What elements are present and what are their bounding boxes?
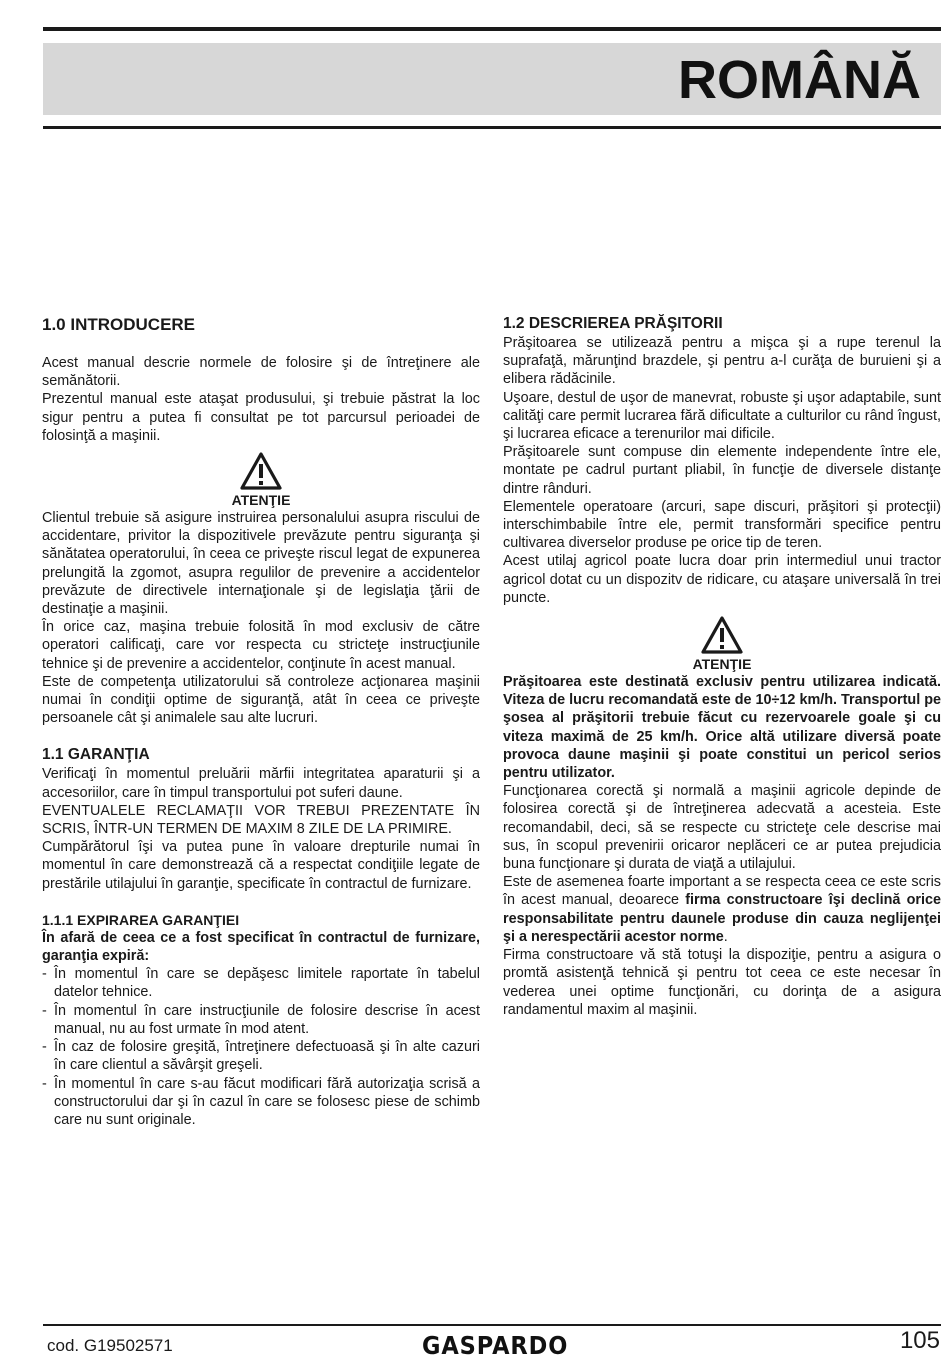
responsabilitate-text-bold: firma constructoare îşi declină orice responsabilitate pentru daunele produse din cauza neglijenţei şi a nerespectării acestor norme (503, 892, 941, 945)
warning-triangle-icon (239, 451, 283, 491)
responsabilitate-text-c: . (723, 928, 728, 945)
garantia-paragraph-3: Cumpărătorul îşi va putea pune în valoare drepturile numai în momentul în care demonstrează că a respectat condiţiile legate de prestările utilajului în garanţie, specificate în contractul de furnizare. (42, 839, 480, 892)
warning-label: ATENŢIE (692, 656, 752, 673)
warning-paragraph-2: În orice caz, maşina trebuie folosită în mod exclusiv de către operatori calificaţi, care vor respecta cu stricteţe instrucţiunile tehnice şi de prevenire a accidentelor, conţinute în acest manual. (42, 619, 480, 672)
functionare-paragraph: Funcţionarea corectă şi normală a maşinii agricole depinde de folosirea corectă şi de întreţinerea adecvată a acesteia. Este recomandabil, deci, să se respecte cu stricteţe cele descrise mai sus, în scopul prevenirii oricaror neplăceri ce ar putea prejudicia buna funcţionare şi durata de viaţă a utilajului. (503, 783, 941, 873)
expirare-list (42, 965, 480, 1129)
intro-paragraph-1: Acest manual descrie normele de folosire şi de întreţinere ale semănătorii. (42, 355, 480, 390)
left-column (42, 314, 480, 1129)
warning-triangle-icon (700, 615, 744, 655)
language-banner (43, 43, 941, 115)
page-title: ROMÂNĂ (678, 50, 921, 110)
garantia-paragraph-1: Verificaţi în momentul preluării mărfii integritatea aparaturii şi a accesoriilor, care în timpul transportului pot suferi daune. (42, 766, 480, 801)
responsabilitate-paragraph (503, 873, 941, 946)
heading-introducere: 1.0 INTRODUCERE (42, 315, 196, 334)
warning-paragraph-1: Clientul trebuie să asigure instruirea personalului asupra riscului de accidentare, privitor la dispozitivele prevăzute pentru siguranţa şi sănătatea operatorului, în ceea ce priveşte riscul legat de expunerea prelungită la zgomot, asupra regulilor de prevenire a accidentelor prevăzute de directivele internaţionale şi de legislaţia ţării de destinaţie a maşinii. (42, 510, 480, 618)
heading-expirarea-garantiei: 1.1.1 EXPIRAREA GARANŢIEI (42, 911, 240, 928)
expirare-lead: În afară de ceea ce a fost specificat în contractul de furnizare, garanţia expiră: (42, 929, 480, 965)
garantia-paragraph-2: EVENTUALELE RECLAMAŢII VOR TREBUI PREZENTATE ÎN SCRIS, ÎNTR-UN TERMEN DE MAXIM 8 ZILE DE LA PRIMIRE. (42, 802, 480, 838)
asistenta-paragraph: Firma constructoare vă stă totuşi la dispoziţie, pentru a asigura o promtă asistenţă tehnică şi pentru tot ceea ce este necesar în vederea unei optime funcţionări, cu dorinţa de a asigura randamentul maxim al maşinii. (503, 947, 941, 1018)
right-column (503, 314, 941, 1019)
intro-paragraph-2: Prezentul manual este ataşat produsului, şi trebuie păstrat la loc sigur pentru a putea fi consultat pe tot parcursul perioadei de folosinţă a maşinii. (42, 391, 480, 444)
page-number: 105 (899, 1327, 940, 1354)
descriere-paragraph-4: Elementele operatoare (arcuri, sape discuri, prăşitori şi protecţii) interschimbabile între ele, permit transformări specifice pentru cultivarea diverselor produse pe orice tip de teren. (503, 498, 941, 552)
warning-bold-paragraph: Prăşitoarea este destinată exclusiv pentru utilizarea indicată. Viteza de lucru recomandată este de 10÷12 km/h. Transportul pe şosea al prăşitorii trebuie făcut cu rezervoarele goale şi cu viteza maximă de 25 km/h. Orice altă utilizare diversă poate provoca daune maşinii şi poate constitui un pericol serios pentru utilizator. (503, 674, 941, 782)
warning-paragraph-3: Este de competenţa utilizatorului să controleze acţionarea maşinii numai în condiţii optime de siguranţă, atât în ceea ce priveşte persoanele cât şi animalele sau alte lucruri. (42, 673, 480, 727)
descriere-paragraph-5: Acest utilaj agricol poate lucra doar prin intermediul unui tractor agricol dotat cu un dispozitv de ridicare, cu ataşare universală în trei puncte. (503, 553, 941, 606)
list-item: - În momentul în care s-au făcut modificari fără autorizaţia scrisă a constructorului dar şi în cazul în care se folosesc piese de schimb care nu sunt originale. (42, 1075, 480, 1130)
list-item: - În momentul în care instrucţiunile de folosire descrise în acest manual, nu au fost urmate în mod atent. (42, 1002, 480, 1038)
heading-descrierea: 1.2 DESCRIEREA PRĂŞITORII (503, 315, 723, 332)
list-item: - În momentul în care se depăşesc limitele raportate în tabelul datelor tehnice. (42, 965, 480, 1001)
brand-logo: GASPARDO (422, 1331, 569, 1360)
warning-block-right (503, 615, 941, 673)
list-item: - În caz de folosire greşită, întreţinere defectuoasă şi în alte cazuri în care clientul a săvârşit greşeli. (42, 1038, 480, 1074)
descriere-paragraph-1: Prăşitoarea se utilizează pentru a mişca şi a rupe terenul la suprafaţă, mărunţind brazdele, şi pentru a-l curăţa de buruieni şi a elibera rădăcinile. (503, 335, 941, 388)
heading-garantia: 1.1 GARANŢIA (42, 746, 150, 764)
warning-block-left (42, 451, 480, 509)
warning-label: ATENŢIE (231, 492, 291, 509)
document-code: cod. G19502571 (47, 1336, 173, 1355)
top-rule (43, 27, 941, 31)
responsabilitate-text-a: Este de asemenea foarte important a se respecta ceea ce este scris în acest manual, deoarece (503, 874, 941, 909)
descriere-paragraph-2: Uşoare, destul de uşor de manevrat, robuste şi uşor adaptabile, sunt calităţi care permit lucrarea fără dificultate a culturilor cu rând îngust, şi lucrarea eficace a terenurilor mai dificile. (503, 389, 941, 443)
descriere-paragraph-3: Prăşitoarele sunt compuse din elemente independente între ele, montate pe cadrul purtant pliabil, în funcţie de diversele distanţe dintre rânduri. (503, 444, 941, 497)
banner-rule (43, 126, 941, 129)
footer-rule (43, 1324, 941, 1326)
